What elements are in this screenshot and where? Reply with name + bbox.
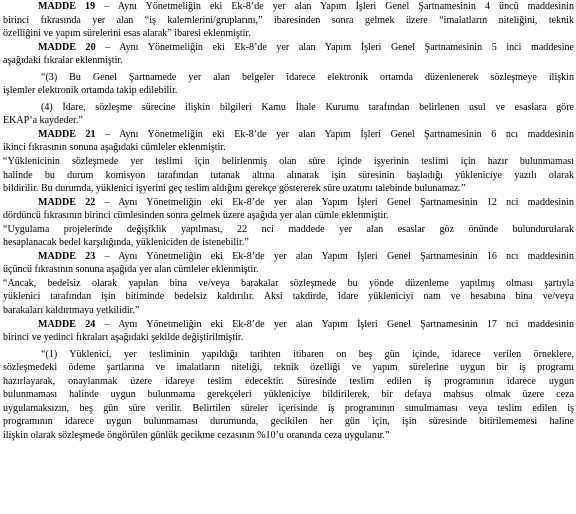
article-22-line-3: “Uygulama projelerinde değişiklik yapılması, 22 nci maddede yer alan esaslar göz önünde bulundurularak bbox=[3, 223, 574, 235]
article-22-line-1: MADDE 22 – Aynı Yönetmeliğin eki Ek-8’de yer alan Yapım İşleri Genel Şartnamesinin 12 nci maddesinin bbox=[38, 196, 574, 208]
article-22-line-4: hesaplanacak bedel karşılığında, yükleniciden de istenebilir.” bbox=[3, 237, 249, 249]
article-21-line-2: ikinci fıkrasının sonuna aşağıdaki cümleler eklenmiştir. bbox=[3, 142, 226, 154]
article-23-heading: MADDE 23 bbox=[38, 250, 96, 262]
article-19-line-2: birinci fıkrasında yer alan “iş kalemlerini/gruplarını,” ibaresinden sonra gelmek üzere “imalatların niteliğini, teknik bbox=[3, 14, 574, 26]
article-23-line-4: yüklenici tarafından işin bitiminde bedelsiz kaldırılır. Aksi takdirde, idare yükleniciyi nam ve hesabına bina ve/veya bbox=[3, 291, 574, 303]
article-20-line-6: EKAP’a kaydeder.” bbox=[3, 115, 83, 127]
article-22-line-2: dördüncü fıkrasının birinci cümlesinden sonra gelmek üzere aşağıda yer alan cümle eklenmiştir. bbox=[3, 210, 389, 222]
article-21-line-1: MADDE 21 – Aynı Yönetmeliğin eki Ek-8’de yer alan Yapım İşleri Genel Şartnamesinin 6 ncı maddesinin bbox=[38, 128, 574, 140]
article-24-line-2: birinci ve yedinci fıkraları aşağıdaki şekilde değiştirilmiştir. bbox=[3, 332, 244, 344]
article-24-line-8: programının idarece uygun bulunmaması durumunda, gecikilen her gün için, işin süresinde bitirilememesi haline bbox=[3, 416, 574, 428]
article-21-line-5: bildirilir. Bu durumda, yüklenici işyerini geç teslim aldığını gerekçe göstererek süre uzatımı talebinde bulunamaz.” bbox=[3, 183, 466, 195]
article-23-line-5: barakaları kaldırtmaya yetkilidir.” bbox=[3, 305, 140, 317]
article-20-heading: MADDE 20 bbox=[38, 41, 96, 53]
article-19-line-1: MADDE 19 – Aynı Yönetmeliğin eki Ek-8’de yer alan Yapım İşleri Genel Şartnamesinin 4 üncü maddesinin bbox=[38, 1, 574, 12]
article-21-heading: MADDE 21 bbox=[38, 128, 96, 140]
article-24-heading: MADDE 24 bbox=[38, 318, 96, 330]
article-20-line-5: (4) İdare, sözleşme sürecine ilişkin bilgileri Kamu İhale Kurumu tarafından belirlenen usul ve esaslara göre bbox=[41, 101, 574, 113]
article-20-line-4: işlemler elektronik ortamda takip edilebilir. bbox=[3, 85, 178, 97]
article-20-line-1: MADDE 20 – Aynı Yönetmeliğin eki Ek-8’de yer alan Yapım İşleri Genel Şartnamesinin 5 inci maddesine bbox=[38, 41, 574, 53]
article-24-line-5: hazırlayarak, onaylanmak üzere idareye teslim edecektir. Süresinde teslim edilen iş programının idarece uygun bbox=[3, 375, 574, 387]
article-24-line-6: bulunmaması halinde uygun bulunmama gerekçeleri yükleniciye bildirilerek, bir defaya mahsus olmak üzere ceza bbox=[3, 389, 574, 401]
article-23-line-1: MADDE 23 – Aynı Yönetmeliğin eki Ek-8’de yer alan Yapım İşleri Genel Şartnamesinin 16 ncı maddesinin bbox=[38, 250, 574, 262]
article-24-line-1: MADDE 24 – Aynı Yönetmeliğin eki Ek-8’de yer alan Yapım İşleri Genel Şartnamesinin 17 nci maddesinin bbox=[38, 318, 574, 330]
article-23-line-3: “Ancak, bedelsiz olarak yapılan bina ve/veya barakalar sözleşmede bu yönde düzenleme yapılmış olması şartıyla bbox=[3, 277, 574, 289]
article-21-line-3: “Yüklenicinin sözleşmede yer teslimi için belirlenmiş olan süre içinde işyerinin teslimi için hazır bulunmaması bbox=[3, 156, 574, 168]
article-19-heading: MADDE 19 bbox=[38, 1, 96, 12]
article-19-line-3: özelliğini ve yapım sürelerini esas alarak” ibaresi eklenmiştir. bbox=[3, 28, 251, 40]
article-24-line-4: sözleşmedeki ödeme şartlarına ve imalatların niteliği, teknik özelliği ve yapım sürelerine uygun bir iş programı bbox=[3, 362, 574, 374]
article-23-line-2: üçüncü fıkrasının sonuna aşağıda yer alan cümleler eklenmiştir. bbox=[3, 264, 259, 276]
article-24-line-3: “(1) Yüklenici, yer tesliminin yapıldığı tarihten itibaren on beş gün içinde, idarece verilen örneklere, bbox=[41, 348, 574, 360]
article-20-line-3: “(3) Bu Genel Şartnamede yer alan belgeler idarece elektronik ortamda düzenlenerek sözleşmeye ilişkin bbox=[41, 71, 574, 83]
article-21-line-4: halinde bu durum komisyon tarafından tutanak altına alınarak işin süresinin başladığı yükleniciye yazılı olarak bbox=[3, 169, 574, 181]
article-20-line-2: aşağıdaki fıkralar eklenmiştir. bbox=[3, 55, 123, 67]
article-24-line-7: uygulamaksızın, beş gün süre verilir. Belirtilen süreler içerisinde iş programının sunulmaması veya teslim edilen iş bbox=[3, 402, 574, 414]
article-22-heading: MADDE 22 bbox=[38, 196, 96, 208]
article-24-line-9: ilişkin olarak sözleşmede öngörülen günlük gecikme cezasının %10’u oranında ceza uygulanır.” bbox=[3, 429, 390, 441]
